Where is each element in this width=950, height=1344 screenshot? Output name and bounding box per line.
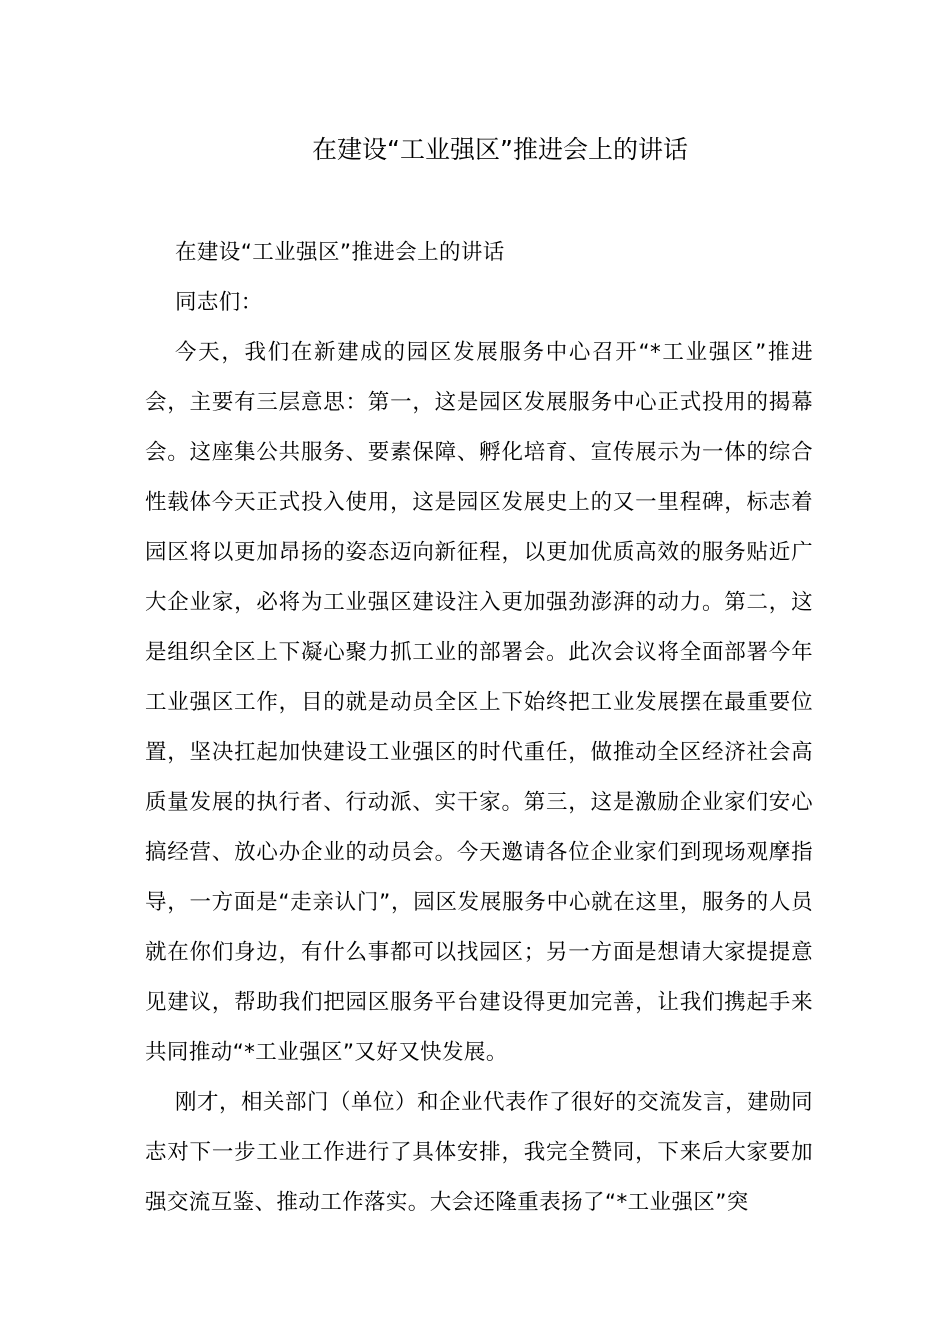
document-body [145, 228, 813, 1228]
salutation-paragraph: 同志们： [175, 290, 263, 315]
document-title: 在建设“工业强区”推进会上的讲话 [312, 135, 688, 164]
body-paragraph: 今天，我们在新建成的园区发展服务中心召开“*工业强区”推进会，主要有三层意思：第一，这是园区发展服务中心正式投用的揭幕会。这座集公共服务、要素保障、孵化培育、宣传展示为一体的综合性载体今天正式投入使用，这是园区发展史上的又一里程碑，标志着园区将以更加昂扬的姿态迈向新征程，以更加优质高效的服务贴近广大企业家，必将为工业强区建设注入更加强劲澎湃的动力。第二，这是组织全区上下凝心聚力抓工业的部署会。此次会议将全面部署今年工业强区工作，目的就是动员全区上下始终把工业发展摆在最重要位置，坚决扛起加快建设工业强区的时代重任，做推动全区经济社会高质量发展的执行者、行动派、实干家。第三，这是激励企业家们安心搞经营、放心办企业的动员会。今天邀请各位企业家们到现场观摩指导，一方面是“走亲认门”，园区发展服务中心就在这里，服务的人员就在你们身边，有什么事都可以找园区；另一方面是想请大家提提意见建议，帮助我们把园区服务平台建设得更加完善，让我们携起手来共同推动“*工业强区”又好又快发展。 [145, 340, 813, 1065]
body-paragraph: 刚才，相关部门（单位）和企业代表作了很好的交流发言，建勋同志对下一步工业工作进行了具体安排，我完全赞同，下来后大家要加强交流互鉴、推动工作落实。大会还隆重表扬了“*工业强区”突 [145, 1090, 813, 1215]
subtitle-paragraph: 在建设“工业强区”推进会上的讲话 [175, 240, 505, 265]
